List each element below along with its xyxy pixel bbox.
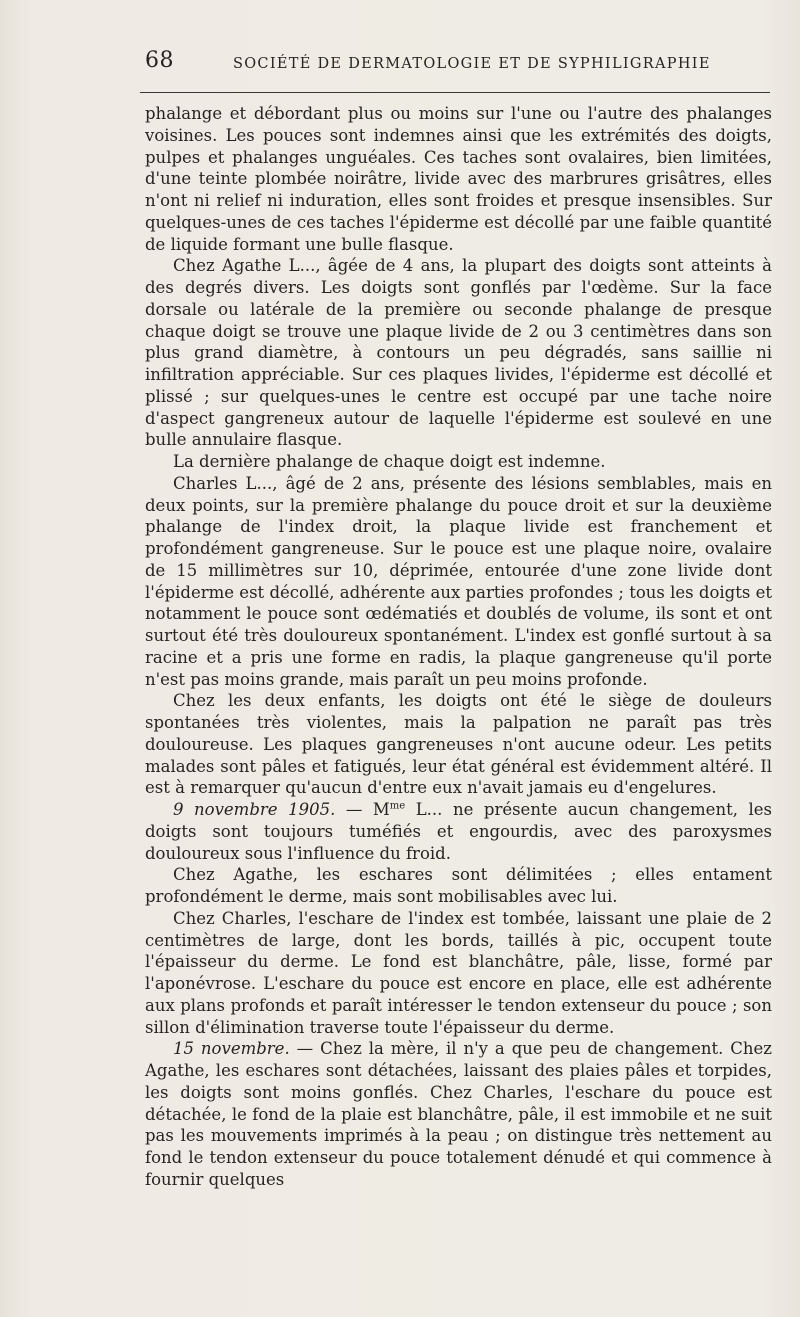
superscript: me [389,800,406,812]
paragraph [145,690,772,799]
paragraph [145,1038,772,1190]
paragraph [145,103,772,255]
page-number: 68 [145,48,174,73]
paragraph [145,908,772,1039]
paragraph-text: La dernière phalange de chaque doigt est indemne. [173,452,606,471]
paragraph-text: — M [335,800,390,819]
entry-date: 9 novembre 1905. [173,800,336,819]
paragraph-text: Chez Agathe L..., âgée de 4 ans, la plupart des doigts sont atteints à des degrés divers. Les doigts sont gonflés par l'œdème. Sur la face dorsale ou latérale de la première ou seconde phalange de presque chaque doigt se trouve une plaque livide de 2 ou 3 centimètres dans son plus grand diamètre, à contours un peu dégradés, sans saillie ni infiltration appréciable. Sur ces plaques livides, l'épiderme est décollé et plissé ; sur quelques-unes le centre est occupé par une tache noire d'aspect gangreneux autour de laquelle l'épiderme est soulevé en une bulle annulaire flasque. [145,256,772,450]
paragraph-text: — Chez la mère, il n'y a que peu de changement. Chez Agathe, les eschares sont détachées, laissant des plaies pâles et torpides, les doigts sont moins gonflés. Chez Charles, l'eschare du pouce est détachée, le fond de la plaie est blanchâtre, pâle, il est immobile et ne suit pas les mouvements imprimés à la peau ; on distingue très nettement au fond le tendon extenseur du pouce totalement dénudé et qui commence à fournir quelques [145,1039,772,1189]
paragraph-text: L... ne présente aucun changement, les doigts sont toujours tuméfiés et engourdis, avec des paroxysmes douloureux sous l'influence du froid. [145,800,772,863]
entry-date: 15 novembre. [173,1039,290,1059]
paragraph [145,473,772,691]
paragraph-text: Chez les deux enfants, les doigts ont été le siège de douleurs spontanées très violentes, mais la palpation ne paraît pas très douloureuse. Les plaques gangreneuses n'ont aucune odeur. Les petits malades sont pâles et fatigués, leur état général est évidemment altéré. Il est à remarquer qu'aucun d'entre eux n'avait jamais eu d'engelures. [145,691,772,798]
paragraph-text: phalange et débordant plus ou moins sur l'une ou l'autre des phalanges voisines. Les pouces sont indemnes ainsi que les extrémités des doigts, pulpes et phalanges unguéales. Ces taches sont ovalaires, bien limitées, d'une teinte plombée noirâtre, livide avec des marbrures grisâtres, elles n'ont ni relief ni induration, elles sont froides et presque insensibles. Sur quelques-unes de ces taches l'épiderme est décollé par une faible quantité de liquide formant une bulle flasque. [145,104,772,254]
paragraph [145,255,772,451]
paragraph [145,799,772,864]
body-text [145,103,772,1191]
paragraph [145,864,772,908]
page-header [145,46,770,82]
paragraph [145,451,772,473]
running-head: SOCIÉTÉ DE DERMATOLOGIE ET DE SYPHILIGRAPHIE [233,56,711,72]
paragraph-text: Chez Charles, l'eschare de l'index est tombée, laissant une plaie de 2 centimètres de large, dont les bords, taillés à pic, occupent toute l'épaisseur du derme. Le fond est blanchâtre, pâle, lisse, formé par l'aponévrose. L'eschare du pouce est encore en place, elle est adhérente aux plans profonds et paraît intéresser le tendon extenseur du pouce ; son sillon d'élimination traverse toute l'épaisseur du derme. [145,908,772,1037]
paragraph-text: Chez Agathe, les eschares sont délimitées ; elles entament profondément le derme, mais sont mobilisables avec lui. [145,865,772,906]
header-rule [140,92,770,93]
paragraph-text: Charles L..., âgé de 2 ans, présente des lésions semblables, mais en deux points, sur la première phalange du pouce droit et sur la deuxième phalange de l'index droit, la plaque livide est franchement et profondément gangreneuse. Sur le pouce est une plaque noire, ovalaire de 15 millimètres sur 10, déprimée, entourée d'une zone livide dont l'épiderme est décollé, adhérente aux parties profondes ; tous les doigts et notamment le pouce sont œdématiés et doublés de volume, ils sont et ont surtout été très douloureux spontanément. L'index est gonflé surtout à sa racine et a pris une forme en radis, la plaque gangreneuse qu'il porte n'est pas moins grande, mais paraît un peu moins profonde. [145,473,772,689]
